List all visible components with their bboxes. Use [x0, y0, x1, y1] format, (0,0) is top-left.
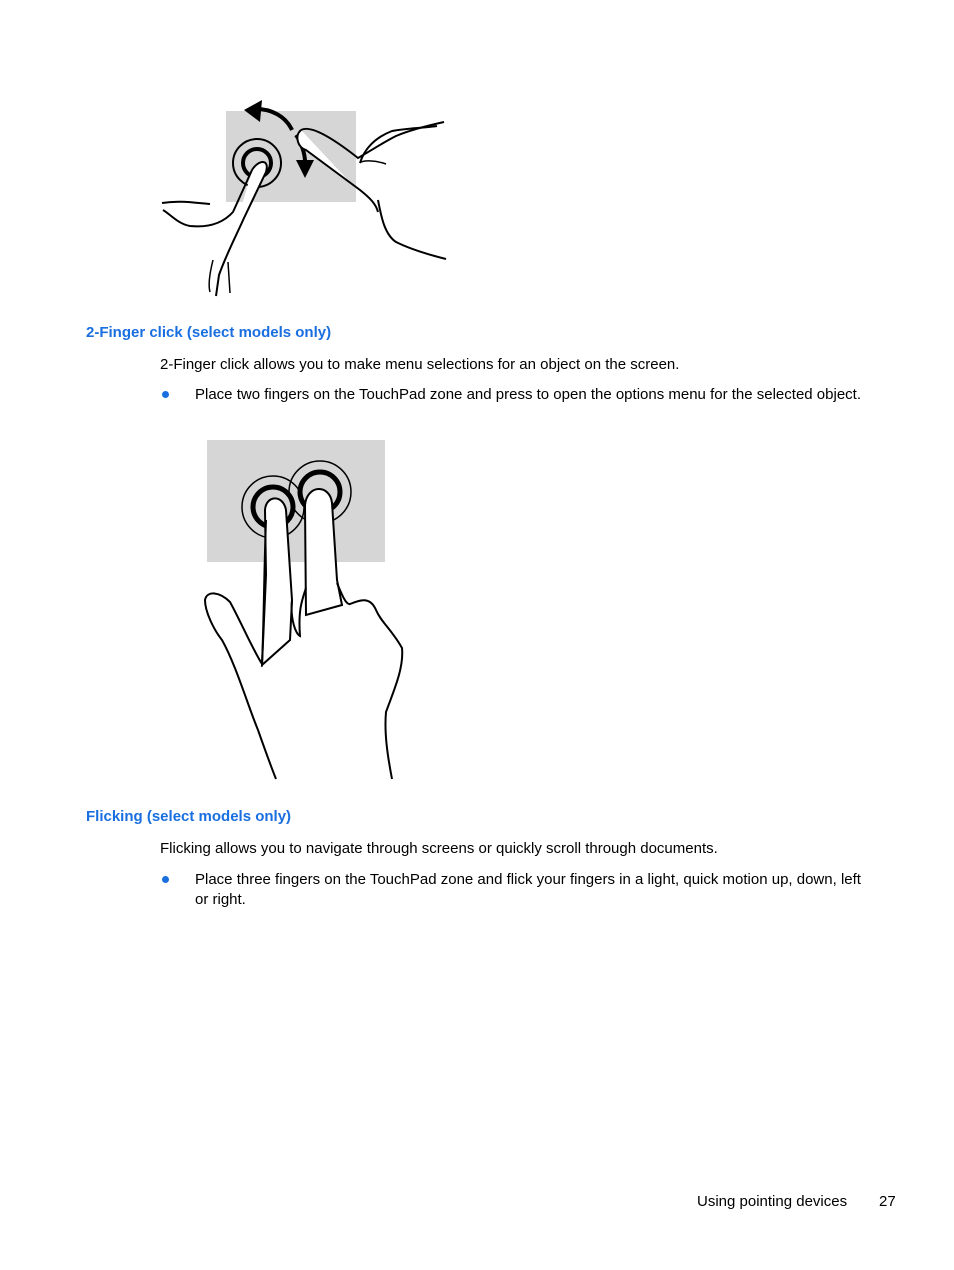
flicking-bullet: Place three fingers on the TouchPad zone and flick your fingers in a light, quick motion up, down, left or right. — [195, 871, 861, 908]
flicking-intro: Flicking allows you to navigate through screens or quickly scroll through documents. — [160, 840, 718, 857]
page-number: 27 — [879, 1193, 896, 1210]
bullet-icon — [162, 876, 169, 883]
section-heading-two-finger-click: 2-Finger click (select models only) — [86, 324, 332, 341]
section-heading-flicking: Flicking (select models only) — [86, 808, 292, 825]
two-finger-click-bullet: Place two fingers on the TouchPad zone and press to open the options menu for the selected object. — [195, 386, 861, 403]
two-finger-click-intro: 2-Finger click allows you to make menu selections for an object on the screen. — [160, 356, 680, 373]
footer-section-title: Using pointing devices — [697, 1193, 848, 1210]
